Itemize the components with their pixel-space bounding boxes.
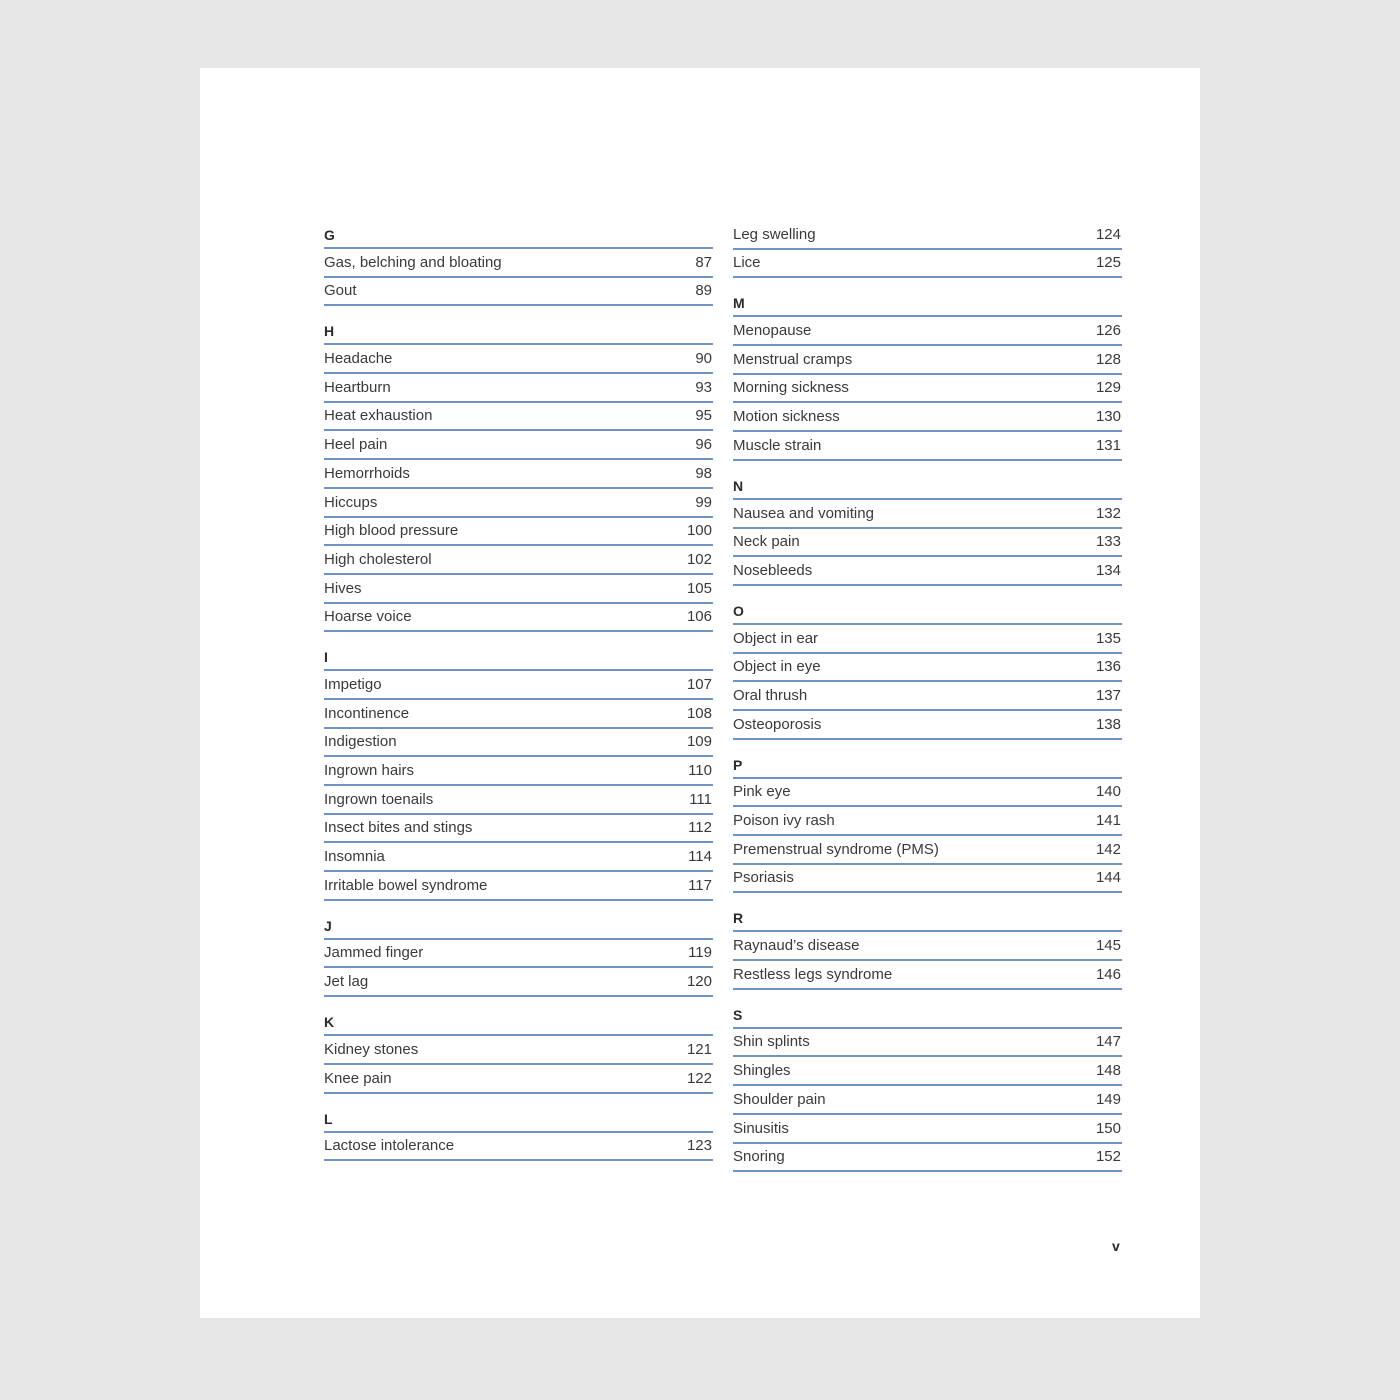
index-term: Leg swelling — [733, 225, 816, 243]
index-page-number: 131 — [1095, 436, 1121, 454]
index-entry[interactable] — [733, 375, 1122, 404]
index-entry[interactable] — [324, 604, 713, 633]
index-term: Jet lag — [324, 973, 369, 991]
index-entry[interactable] — [324, 671, 713, 700]
section-letter-heading: I — [324, 643, 713, 671]
index-page-number: 100 — [686, 522, 712, 540]
index-term: Shoulder pain — [733, 1090, 826, 1108]
index-entry[interactable] — [733, 221, 1122, 250]
index-page-number: 126 — [1095, 322, 1121, 340]
index-section — [324, 221, 713, 306]
index-entry[interactable] — [324, 278, 713, 307]
index-entry[interactable] — [324, 546, 713, 575]
index-page-number: 90 — [695, 350, 712, 368]
index-page-number: 137 — [1095, 686, 1121, 704]
index-page-number: 110 — [688, 762, 712, 779]
index-entry[interactable] — [733, 403, 1122, 432]
index-entry[interactable] — [733, 1144, 1122, 1173]
index-entry[interactable] — [733, 500, 1122, 529]
index-term: Insomnia — [324, 848, 385, 866]
index-term: Lactose intolerance — [324, 1137, 455, 1155]
index-term: Ingrown toenails — [324, 790, 434, 808]
index-entry[interactable] — [733, 250, 1122, 279]
index-term: Hemorrhoids — [324, 464, 410, 482]
index-entry[interactable] — [324, 757, 713, 786]
index-entry[interactable] — [324, 1133, 713, 1162]
index-section — [324, 317, 713, 632]
index-entry[interactable] — [733, 625, 1122, 654]
index-page-number: 128 — [1095, 350, 1121, 368]
index-section — [324, 1105, 713, 1162]
index-term: Heartburn — [324, 378, 391, 396]
index-entry[interactable] — [733, 779, 1122, 808]
section-letter-heading: O — [733, 597, 1122, 625]
index-page-number: 134 — [1095, 561, 1121, 579]
index-term: Muscle strain — [733, 436, 822, 454]
index-term: Menopause — [733, 322, 812, 340]
index-term: Psoriasis — [733, 869, 794, 887]
index-term: Osteoporosis — [733, 715, 822, 733]
index-page-number: 129 — [1095, 379, 1121, 397]
index-term: Gout — [324, 282, 357, 300]
index-term: Ingrown hairs — [324, 762, 415, 779]
index-entry[interactable] — [733, 865, 1122, 894]
index-page-number: 119 — [688, 944, 712, 962]
index-entry[interactable] — [324, 249, 713, 278]
index-entry[interactable] — [733, 836, 1122, 865]
index-term: Sinusitis — [733, 1119, 789, 1137]
index-term: Indigestion — [324, 733, 397, 751]
index-page-number: 121 — [686, 1040, 712, 1058]
index-page-number: 105 — [686, 579, 712, 597]
index-term: Nausea and vomiting — [733, 504, 874, 522]
index-entry[interactable] — [324, 872, 713, 901]
index-term: Motion sickness — [733, 408, 840, 426]
index-page-number: 111 — [689, 790, 712, 808]
index-section — [733, 751, 1122, 894]
index-term: Pink eye — [733, 783, 791, 801]
index-page-number: 124 — [1095, 225, 1121, 243]
index-page-number: 149 — [1095, 1090, 1121, 1108]
index-page-number: 93 — [695, 378, 712, 396]
index-section — [733, 597, 1122, 740]
index-column-right — [733, 221, 1122, 1183]
index-entry[interactable] — [324, 518, 713, 547]
index-page-number: 96 — [695, 436, 712, 454]
index-section — [733, 904, 1122, 989]
index-page-number: 108 — [686, 704, 712, 722]
index-term: Incontinence — [324, 704, 410, 722]
section-letter-heading: L — [324, 1105, 713, 1133]
index-page-number: 107 — [686, 675, 712, 693]
index-page-number: 99 — [695, 493, 712, 511]
index-entry[interactable] — [733, 346, 1122, 375]
index-term: Kidney stones — [324, 1040, 419, 1058]
index-section — [733, 1001, 1122, 1172]
index-page-number: 120 — [686, 973, 712, 991]
index-page-number: 132 — [1095, 504, 1121, 522]
index-term: Raynaud’s disease — [733, 937, 860, 955]
index-section — [733, 289, 1122, 460]
index-entry[interactable] — [733, 529, 1122, 558]
index-page-number: 123 — [686, 1137, 712, 1155]
index-page-number: 136 — [1095, 658, 1121, 676]
index-page-number: 144 — [1095, 869, 1121, 887]
index-entry[interactable] — [324, 403, 713, 432]
index-term: Object in eye — [733, 658, 821, 676]
index-term: Shingles — [733, 1062, 791, 1080]
index-entry[interactable] — [324, 345, 713, 374]
section-letter-heading: R — [733, 904, 1122, 932]
index-term: Object in ear — [733, 629, 819, 647]
index-page-number: 117 — [688, 876, 712, 894]
index-section — [733, 472, 1122, 586]
index-entry[interactable] — [324, 700, 713, 729]
section-letter-heading: S — [733, 1001, 1122, 1029]
index-term: Neck pain — [733, 533, 800, 551]
index-entry[interactable] — [733, 317, 1122, 346]
index-entry[interactable] — [733, 807, 1122, 836]
index-entry[interactable] — [324, 1036, 713, 1065]
index-term: Hives — [324, 579, 362, 597]
index-term: High blood pressure — [324, 522, 459, 540]
index-entry[interactable] — [324, 489, 713, 518]
index-page-number: 140 — [1095, 783, 1121, 801]
index-term: Irritable bowel syndrome — [324, 876, 488, 894]
index-term: Snoring — [733, 1148, 785, 1166]
index-entry[interactable] — [733, 654, 1122, 683]
index-page-number: 87 — [695, 253, 712, 271]
index-page-number: 146 — [1095, 965, 1121, 983]
index-page-number: 89 — [695, 282, 712, 300]
index-entry[interactable] — [324, 815, 713, 844]
section-letter-heading: M — [733, 289, 1122, 317]
section-letter-heading: J — [324, 912, 713, 940]
index-term: Impetigo — [324, 675, 382, 693]
index-term: Shin splints — [733, 1033, 810, 1051]
index-entry[interactable] — [733, 961, 1122, 990]
index-entry[interactable] — [324, 843, 713, 872]
index-entry[interactable] — [324, 1065, 713, 1094]
index-term: Poison ivy rash — [733, 812, 835, 829]
index-entry[interactable] — [324, 575, 713, 604]
index-page-number: 133 — [1095, 533, 1121, 551]
index-page-number: 150 — [1095, 1119, 1121, 1137]
index-page-number: 122 — [686, 1069, 712, 1087]
index-term: Morning sickness — [733, 379, 849, 397]
index-term: Oral thrush — [733, 686, 808, 704]
section-letter-heading: P — [733, 751, 1122, 779]
section-letter-heading: K — [324, 1008, 713, 1036]
index-section — [733, 221, 1122, 278]
index-entry[interactable] — [733, 557, 1122, 586]
index-entry[interactable] — [324, 460, 713, 489]
index-entry[interactable] — [324, 968, 713, 997]
index-section — [324, 912, 713, 997]
index-page-number: 98 — [695, 464, 712, 482]
index-page-number: 109 — [686, 733, 712, 751]
index-entry[interactable] — [733, 1115, 1122, 1144]
index-term: Knee pain — [324, 1069, 392, 1087]
index-term: Lice — [733, 254, 761, 272]
index-entry[interactable] — [324, 431, 713, 460]
index-page-number: 141 — [1095, 812, 1121, 829]
index-term: Nosebleeds — [733, 561, 813, 579]
index-page-number: 102 — [686, 550, 712, 568]
index-page-number: 125 — [1095, 254, 1121, 272]
index-page-number: 130 — [1095, 408, 1121, 426]
index-entry[interactable] — [324, 729, 713, 758]
index-page-number: 114 — [688, 848, 712, 866]
index-entry[interactable] — [733, 1086, 1122, 1115]
index-term: Gas, belching and bloating — [324, 253, 502, 271]
index-term: Heat exhaustion — [324, 407, 433, 425]
index-page-number: 138 — [1095, 715, 1121, 733]
section-letter-heading: N — [733, 472, 1122, 500]
index-term: Heel pain — [324, 436, 388, 454]
index-entry[interactable] — [324, 374, 713, 403]
page-folio: v — [1112, 1238, 1120, 1254]
index-entry[interactable] — [324, 940, 713, 969]
index-term: Menstrual cramps — [733, 350, 853, 368]
index-term: High cholesterol — [324, 550, 432, 568]
index-page-number: 135 — [1095, 629, 1121, 647]
index-section — [324, 1008, 713, 1093]
index-term: Hiccups — [324, 493, 378, 511]
index-entry[interactable] — [733, 932, 1122, 961]
index-entry[interactable] — [324, 786, 713, 815]
index-term: Insect bites and stings — [324, 819, 473, 837]
index-term: Premenstrual syndrome (PMS) — [733, 840, 939, 858]
index-term: Restless legs syndrome — [733, 965, 893, 983]
index-entry[interactable] — [733, 432, 1122, 461]
section-letter-heading: H — [324, 317, 713, 345]
index-term: Headache — [324, 350, 393, 368]
index-page-number: 152 — [1095, 1148, 1121, 1166]
index-term: Jammed finger — [324, 944, 424, 962]
index-page-number: 142 — [1095, 840, 1121, 858]
section-letter-heading: G — [324, 221, 713, 249]
index-page-number: 106 — [686, 608, 712, 626]
index-section — [324, 643, 713, 901]
index-page-number: 112 — [688, 819, 712, 837]
index-column-left — [324, 221, 713, 1172]
index-page-number: 148 — [1095, 1062, 1121, 1080]
index-page-number: 145 — [1095, 937, 1121, 955]
index-entry[interactable] — [733, 711, 1122, 740]
index-entry[interactable] — [733, 1029, 1122, 1058]
index-entry[interactable] — [733, 1057, 1122, 1086]
index-page-number: 95 — [695, 407, 712, 425]
index-page-number: 147 — [1095, 1033, 1121, 1051]
index-term: Hoarse voice — [324, 608, 412, 626]
index-entry[interactable] — [733, 682, 1122, 711]
